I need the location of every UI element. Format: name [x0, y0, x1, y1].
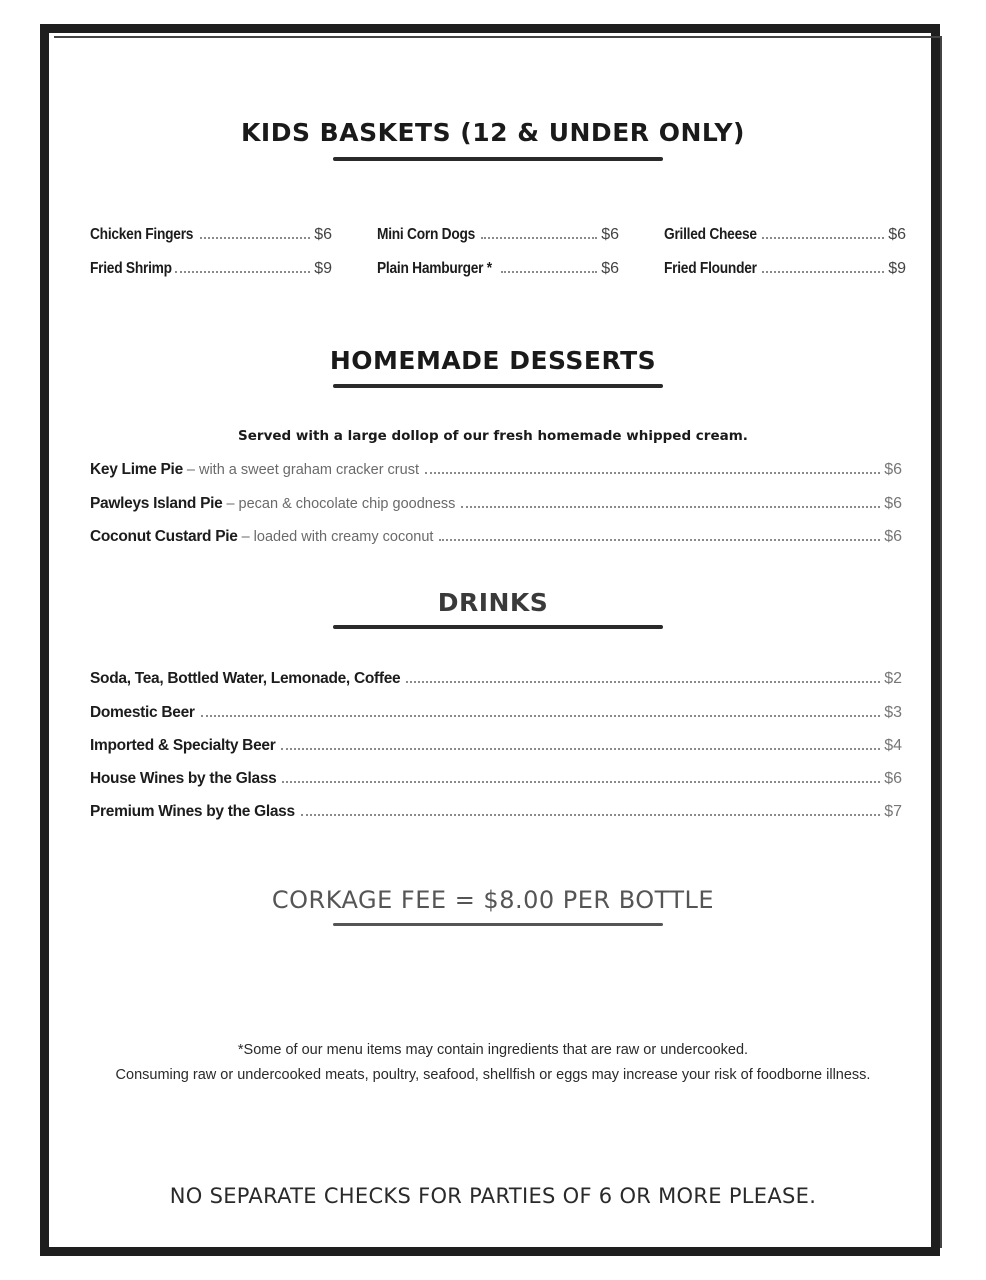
item-name: Fried Flounder	[664, 260, 757, 277]
kids-item	[664, 260, 906, 278]
item-name: Domestic Beer	[90, 704, 195, 721]
item-price: $9	[888, 260, 906, 277]
separate-checks-note: NO SEPARATE CHECKS FOR PARTIES OF 6 OR MORE PLEASE.	[169, 1184, 817, 1208]
drink-item	[90, 670, 902, 688]
dot-leader	[425, 472, 880, 474]
item-description: – with a sweet graham cracker crust	[186, 462, 419, 478]
item-price: $6	[601, 260, 619, 277]
item-name: Key Lime Pie	[90, 461, 183, 478]
item-price: $6	[314, 226, 332, 243]
drink-item	[90, 704, 902, 722]
kids-item	[377, 226, 619, 244]
item-price: $9	[314, 260, 332, 277]
item-description: – loaded with creamy coconut	[241, 529, 434, 545]
kids-item	[377, 260, 619, 278]
item-name: House Wines by the Glass	[90, 770, 277, 787]
dot-leader	[501, 271, 598, 273]
dot-leader	[461, 506, 880, 508]
item-name: Soda, Tea, Bottled Water, Lemonade, Coffee	[90, 670, 401, 687]
drinks-section-title: DRINKS	[437, 588, 549, 617]
item-name: Mini Corn Dogs	[377, 226, 476, 243]
desserts-section-title: HOMEMADE DESSERTS	[329, 346, 657, 375]
drink-item	[90, 803, 902, 821]
item-name: Imported & Specialty Beer	[90, 737, 276, 754]
dessert-item	[90, 495, 902, 513]
kids-item	[90, 226, 332, 244]
kids-title-underline	[333, 157, 663, 161]
item-name: Chicken Fingers	[90, 226, 194, 243]
dot-leader	[301, 814, 880, 816]
drink-item	[90, 737, 902, 755]
item-price: $6	[884, 528, 902, 545]
item-price: $6	[884, 461, 902, 478]
dessert-item	[90, 461, 902, 479]
item-description: – pecan & chocolate chip goodness	[226, 496, 456, 512]
dessert-item	[90, 528, 902, 546]
dot-leader	[439, 539, 880, 541]
dot-leader	[175, 271, 310, 273]
kids-section-title: KIDS BASKETS (12 & UNDER ONLY)	[241, 118, 745, 147]
item-name: Pawleys Island Pie	[90, 495, 223, 512]
corkage-fee: CORKAGE FEE = $8.00 PER BOTTLE	[271, 886, 715, 914]
kids-item	[664, 226, 906, 244]
item-price: $7	[884, 803, 902, 820]
dot-leader	[481, 237, 597, 239]
dot-leader	[762, 271, 884, 273]
dot-leader	[406, 681, 880, 683]
item-price: $2	[884, 670, 902, 687]
kids-item	[90, 260, 332, 278]
item-price: $6	[888, 226, 906, 243]
corkage-underline	[333, 923, 663, 926]
dot-leader	[201, 715, 881, 717]
disclaimer-line-2: Consuming raw or undercooked meats, poultry, seafood, shellfish or eggs may increase your risk of foodborne illness.	[115, 1067, 871, 1083]
desserts-subtitle: Served with a large dollop of our fresh homemade whipped cream.	[238, 428, 748, 444]
item-price: $3	[884, 704, 902, 721]
drink-item	[90, 770, 902, 788]
item-price: $6	[884, 495, 902, 512]
item-name: Premium Wines by the Glass	[90, 803, 295, 820]
drinks-title-underline	[333, 625, 663, 629]
item-name: Grilled Cheese	[664, 226, 757, 243]
item-name: Plain Hamburger *	[377, 260, 492, 277]
item-price: $4	[884, 737, 902, 754]
dot-leader	[281, 748, 880, 750]
dot-leader	[200, 237, 310, 239]
item-name: Coconut Custard Pie	[90, 528, 238, 545]
dot-leader	[762, 237, 884, 239]
dot-leader	[282, 781, 880, 783]
item-name: Fried Shrimp	[90, 260, 172, 277]
item-price: $6	[884, 770, 902, 787]
desserts-title-underline	[333, 384, 663, 388]
disclaimer-line-1: *Some of our menu items may contain ingredients that are raw or undercooked.	[237, 1042, 749, 1058]
item-price: $6	[601, 226, 619, 243]
